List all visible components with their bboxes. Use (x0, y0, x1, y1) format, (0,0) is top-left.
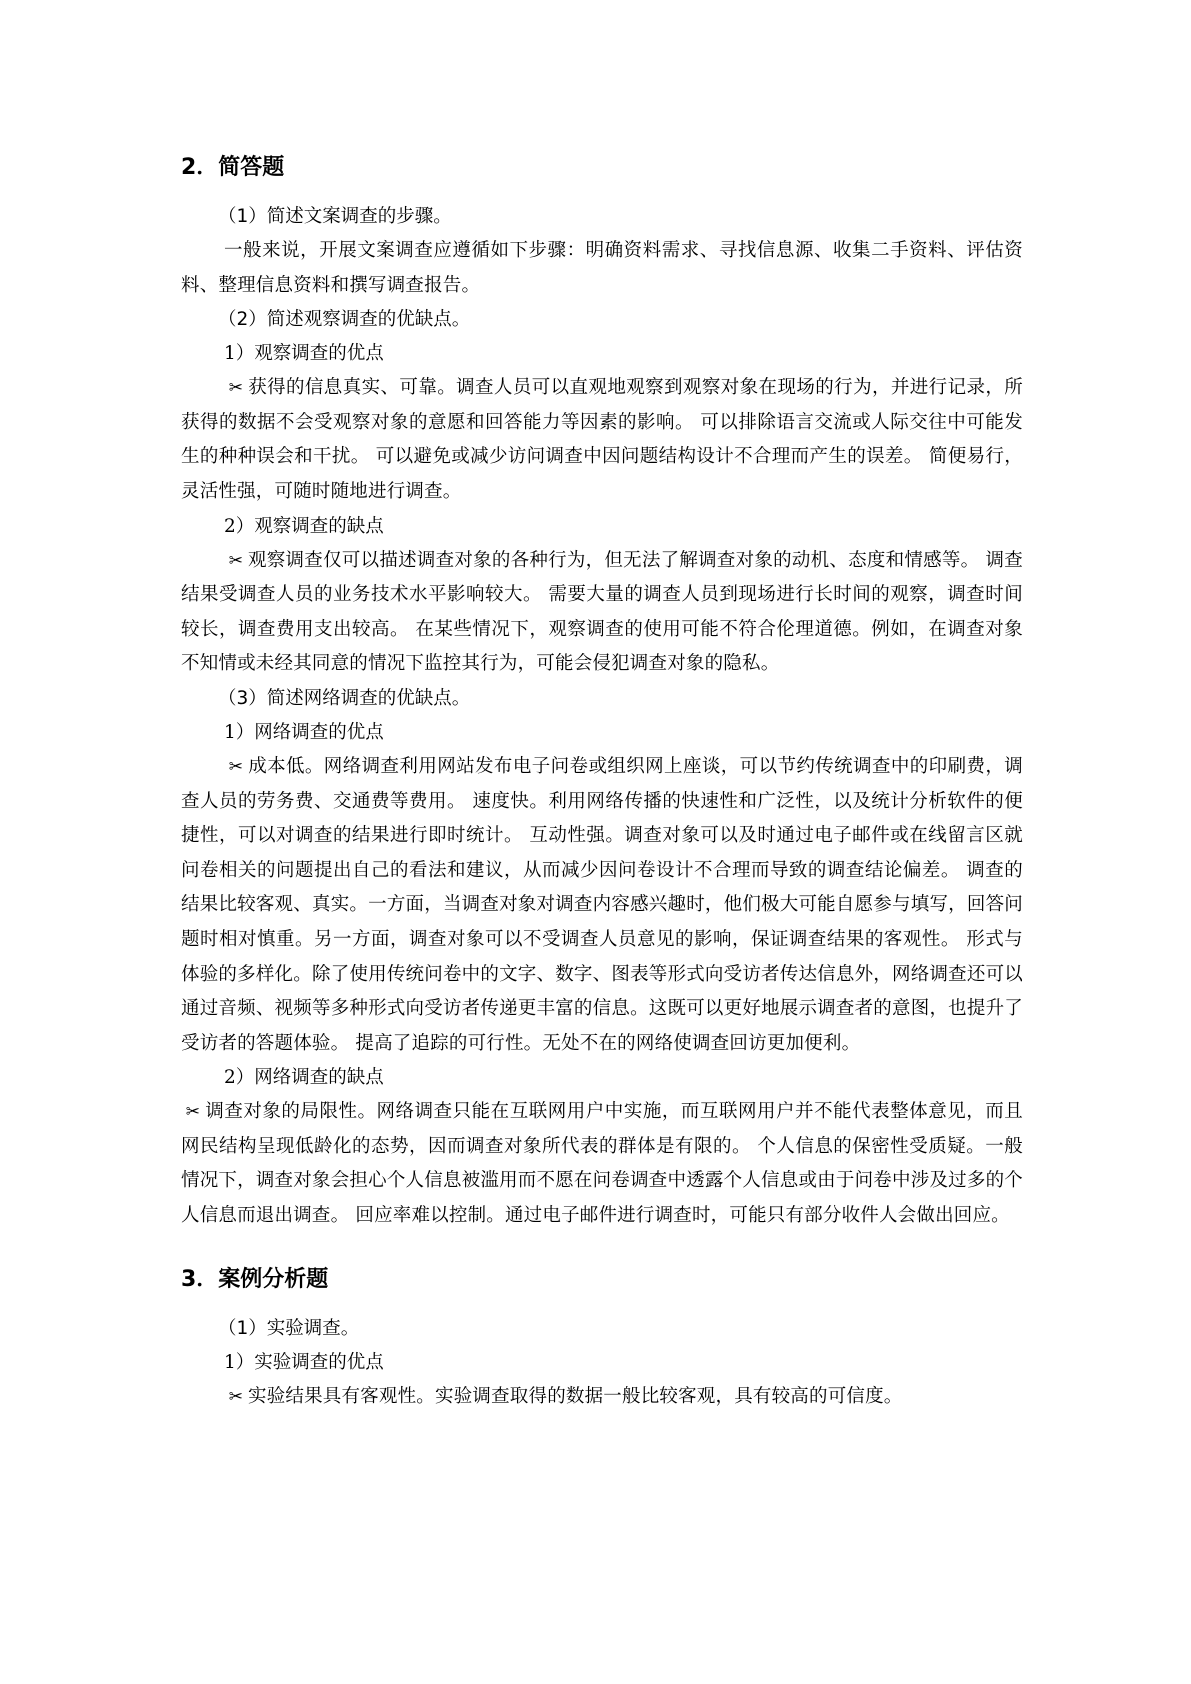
case-1-sub-1-title: 1）实验调查的优点 (224, 1351, 384, 1373)
question-2-sub-1-title: 1）观察调查的优点 (224, 343, 384, 365)
question-3-label: （3）简述网络调查的优缺点。 (218, 687, 471, 709)
scissors-icon: ✂ (228, 756, 244, 777)
scissors-icon: ✂ (228, 1386, 244, 1407)
document-page (181, 150, 1023, 1414)
question-2-sub-2-title: 2）观察调查的缺点 (224, 515, 384, 537)
scissors-icon: ✂ (228, 550, 244, 571)
section-heading-2: 2．简答题 (181, 155, 285, 180)
question-2-sub-1-text: ✂ 获得的信息真实、可靠。调查人员可以直观地观察到观察对象在现场的行为，并进行记录，所获得的数据不会受观察对象的意愿和回答能力等因素的影响。 可以排除语言交流或人际交往中可能发生的种种误会和干扰。 可以避免或减少访问调查中因问题结构设计不合理而产生的误差。 简便易行，灵活性强，可随时随地进行调查。 (181, 371, 1023, 509)
question-1-answer: 一般来说，开展文案调查应遵循如下步骤：明确资料需求、寻找信息源、收集二手资料、评估资料、整理信息资料和撰写调查报告。 (181, 240, 1023, 296)
section-heading-3: 3．案例分析题 (181, 1266, 329, 1292)
scissors-icon: ✂ (185, 1102, 201, 1123)
question-3-sub-2-text: ✂ 调查对象的局限性。网络调查只能在互联网用户中实施，而互联网用户并不能代表整体意见，而且网民结构呈现低龄化的态势，因而调查对象所代表的群体是有限的。 个人信息的保密性受质疑。一般情况下，调查对象会担心个人信息被滥用而不愿在问卷调查中透露个人信息或由于问卷中涉及过多的个人信息而退出调查。 回应率难以控制。通过电子邮件进行调查时，可能只有部分收件人会做出回应。 (181, 1095, 1023, 1233)
question-2-sub-2-text: ✂ 观察调查仅可以描述调查对象的各种行为，但无法了解调查对象的动机、态度和情感等。 调查结果受调查人员的业务技术水平影响较大。 需要大量的调查人员到现场进行长时间的观察，调查时间较长，调查费用支出较高。 在某些情况下，观察调查的使用可能不符合伦理道德。例如，在调查对象不知情或未经其同意的情况下监控其行为，可能会侵犯调查对象的隐私。 (181, 544, 1023, 682)
question-3-sub-2-title: 2）网络调查的缺点 (224, 1067, 384, 1089)
question-2-label: （2）简述观察调查的优缺点。 (218, 309, 471, 331)
question-3-sub-1-title: 1）网络调查的优点 (224, 721, 384, 743)
case-1-label: （1）实验调查。 (218, 1317, 360, 1339)
scissors-icon: ✂ (228, 378, 244, 399)
question-1-label: （1）简述文案调查的步骤。 (218, 206, 452, 227)
case-1-sub-1-text: ✂ 实验结果具有客观性。实验调查取得的数据一般比较客观，具有较高的可信度。 (181, 1380, 1023, 1415)
question-3-sub-1-text: ✂ 成本低。网络调查利用网站发布电子问卷或组织网上座谈，可以节约传统调查中的印刷费，调查人员的劳务费、交通费等费用。 速度快。利用网络传播的快速性和广泛性，以及统计分析软件的便捷性，可以对调查的结果进行即时统计。 互动性强。调查对象可以及时通过电子邮件或在线留言区就问卷相关的问题提出自己的看法和建议，从而减少因问卷设计不合理而导致的调查结论偏差。 调查的结果比较客观、真实。一方面，当调查对象对调查内容感兴趣时，他们极大可能自愿参与填写，回答问题时相对慎重。另一方面，调查对象可以不受调查人员意见的影响，保证调查结果的客观性。 形式与体验的多样化。除了使用传统问卷中的文字、数字、图表等形式向受访者传达信息外，网络调查还可以通过音频、视频等多种形式向受访者传递更丰富的信息。这既可以更好地展示调查者的意图，也提升了受访者的答题体验。 提高了追踪的可行性。无处不在的网络使调查回访更加便利。 (181, 750, 1023, 1061)
